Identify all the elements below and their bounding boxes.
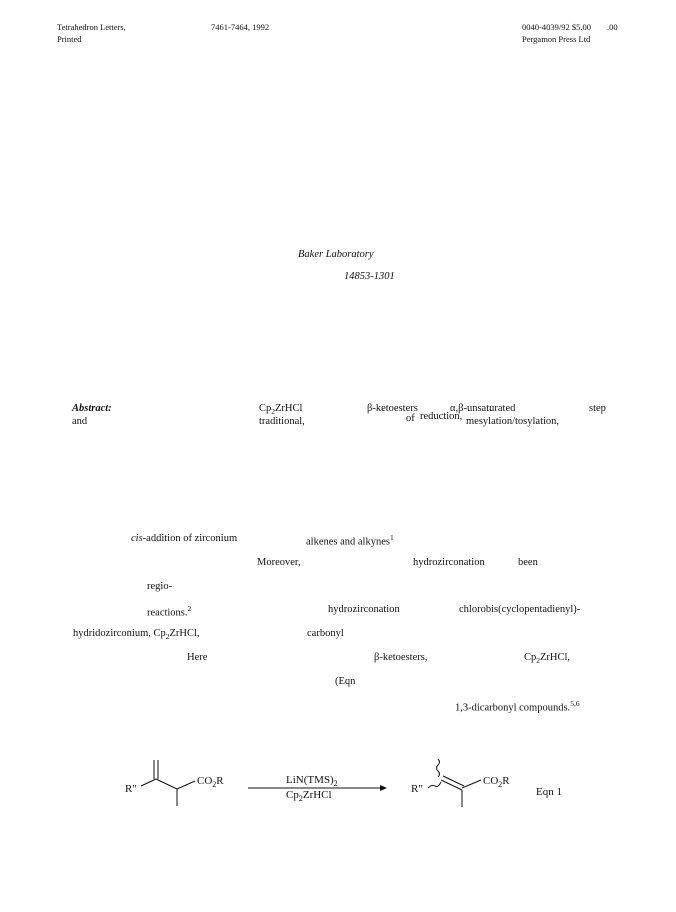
- product-structure: [428, 759, 481, 807]
- affiliation-lab: Baker Laboratory: [298, 249, 374, 260]
- reactant-structure: [141, 760, 195, 806]
- abstract-reagent: $Cp_2ZrHCl$: [259, 403, 303, 417]
- abstract-and: and: [72, 416, 88, 427]
- reactant-r-group: R": [125, 783, 137, 795]
- issn-code: 0040-4039/92 $5.00: [522, 22, 591, 32]
- body-been: been: [518, 557, 538, 568]
- body-dicarbonyl: 1,3-dicarbonyl compounds.$^{5,6}$: [455, 699, 580, 714]
- abstract-mesylation: mesylation/tosylation,: [466, 416, 560, 427]
- abstract-reduction: reduction,: [420, 411, 463, 422]
- abstract-label: Abstract:: [72, 403, 112, 414]
- abstract-unsaturated: α,β-unsaturated: [450, 403, 516, 414]
- body-ketoesters: β-ketoesters,: [374, 652, 428, 663]
- equation-label: Eqn 1: [536, 786, 562, 798]
- body-alkenes: alkenes and alkynes$^1$: [306, 533, 394, 548]
- body-hydrozirconation-2: hydrozirconation: [328, 604, 400, 615]
- body-moreover: Moreover,: [257, 557, 301, 568]
- abstract-ketoesters: β-ketoesters: [367, 403, 418, 414]
- printed-label: Printed: [57, 34, 82, 44]
- reagent-zirconium: $Cp_2ZrHCl$: [286, 789, 332, 803]
- body-here: Here: [187, 652, 208, 663]
- body-carbonyl: carbonyl: [307, 628, 344, 639]
- body-cp2zrhcl: $Cp_2ZrHCl$,: [524, 652, 571, 666]
- body-hydrozirconation: hydrozirconation: [413, 557, 485, 568]
- affiliation-zip: 14853-1301: [344, 271, 395, 282]
- reaction-scheme: [0, 750, 676, 820]
- body-cis-addition: cis-addition of zirconium: [131, 533, 238, 544]
- abstract-of: of: [406, 413, 415, 424]
- body-hydrido: hydridozirconium, $Cp_2ZrHCl$,: [73, 628, 200, 642]
- abstract-step: step: [589, 403, 606, 414]
- product-ester: $CO_2R$: [483, 775, 510, 789]
- body-reactions: reactions.$^2$: [147, 604, 192, 619]
- issn-code-extra: .00: [607, 22, 618, 32]
- body-regio: regio-: [147, 581, 173, 592]
- body-chlorobis: chlorobis(cyclopentadienyl)-: [459, 604, 581, 615]
- journal-name: Tetrahedron Letters,: [57, 22, 126, 32]
- publisher: Pergamon Press Ltd: [522, 34, 591, 44]
- body-eqn: (Eqn: [335, 676, 356, 687]
- reagent-base: $LiN(TMS)_2$: [286, 774, 338, 788]
- reactant-ester: $CO_2R$: [197, 775, 224, 789]
- page-range: 7461-7464, 1992: [211, 22, 270, 32]
- abstract-traditional: traditional,: [259, 416, 305, 427]
- product-r-group: R": [411, 783, 423, 795]
